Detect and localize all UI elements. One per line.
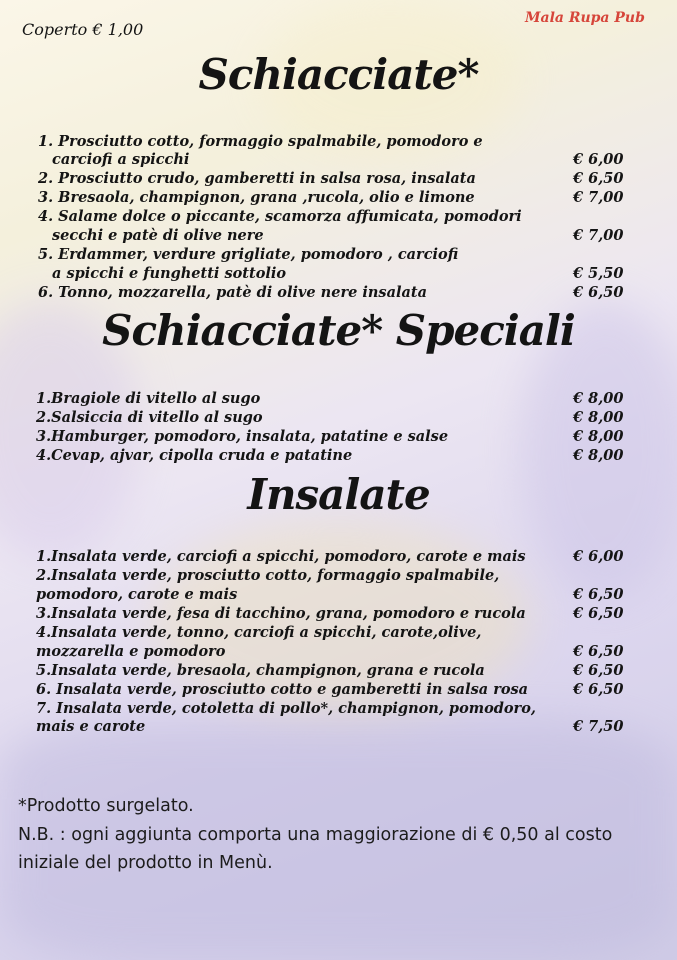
section-title-schiacciate: Schiacciate* xyxy=(198,50,479,99)
menu-item-price: € 6,00 xyxy=(573,151,624,168)
frozen-product-note: *Prodotto surgelato. xyxy=(18,796,194,816)
menu-line xyxy=(0,409,677,429)
section-title-insalate: Insalate xyxy=(247,470,430,519)
menu-item-price: € 6,50 xyxy=(573,605,624,622)
menu-line xyxy=(0,246,677,266)
menu-line xyxy=(0,189,677,209)
menu-item-price: € 6,50 xyxy=(573,662,624,679)
menu-item-price: € 6,50 xyxy=(573,284,624,301)
menu-line xyxy=(0,208,677,228)
menu-line xyxy=(0,151,677,171)
menu-line xyxy=(0,605,677,625)
section-title-schiacciate-speciali: Schiacciate* Speciali xyxy=(102,306,575,355)
menu-item-text: 5.Insalata verde, bresaola, champignon, grana e rucola xyxy=(36,662,485,679)
menu-item-price: € 8,00 xyxy=(573,447,624,464)
menu-line xyxy=(0,700,677,720)
menu-line xyxy=(0,718,677,738)
menu-item-text: 1.Insalata verde, carciofi a spicchi, pomodoro, carote e mais xyxy=(36,548,526,565)
menu-line xyxy=(0,265,677,285)
menu-item-text: 4. Salame dolce o piccante, scamorza affumicata, pomodori xyxy=(38,208,522,225)
menu-item-text: 6. Insalata verde, prosciutto cotto e gamberetti in salsa rosa xyxy=(36,681,529,698)
menu-item-text: 1. Prosciutto cotto, formaggio spalmabile, pomodoro e xyxy=(38,133,483,150)
menu-line xyxy=(0,447,677,467)
menu-item-text: a spicchi e funghetti sottolio xyxy=(52,265,287,282)
menu-item-price: € 7,00 xyxy=(573,227,624,244)
menu-item-text: carciofi a spicchi xyxy=(52,151,190,168)
menu-item-text: secchi e patè di olive nere xyxy=(52,227,264,244)
menu-item-text: 2. Prosciutto crudo, gamberetti in salsa rosa, insalata xyxy=(38,170,476,187)
menu-line xyxy=(0,586,677,606)
menu-line xyxy=(0,643,677,663)
menu-item-price: € 8,00 xyxy=(573,390,624,407)
menu-item-text: 1.Bragiole di vitello al sugo xyxy=(36,390,261,407)
nb-note-line-1: N.B. : ogni aggiunta comporta una maggiorazione di € 0,50 al costo xyxy=(18,825,613,845)
menu-item-text: 5. Erdammer, verdure grigliate, pomodoro , carciofi xyxy=(38,246,459,263)
menu-line xyxy=(0,227,677,247)
menu-line xyxy=(0,284,677,304)
menu-item-price: € 6,00 xyxy=(573,548,624,565)
menu-item-price: € 6,50 xyxy=(573,681,624,698)
menu-item-text: 4.Cevap, ajvar, cipolla cruda e patatine xyxy=(36,447,353,464)
menu-line xyxy=(0,567,677,587)
menu-item-price: € 6,50 xyxy=(573,170,624,187)
menu-item-text: 6. Tonno, mozzarella, patè di olive nere insalata xyxy=(38,284,427,301)
menu-line xyxy=(0,133,677,153)
menu-item-price: € 6,50 xyxy=(573,586,624,603)
menu-item-text: 3. Bresaola, champignon, grana ,rucola, olio e limone xyxy=(38,189,475,206)
menu-line xyxy=(0,548,677,568)
menu-item-text: mozzarella e pomodoro xyxy=(36,643,226,660)
menu-line xyxy=(0,170,677,190)
menu-item-text: 2.Insalata verde, prosciutto cotto, formaggio spalmabile, xyxy=(36,567,500,584)
menu-item-text: 2.Salsiccia di vitello al sugo xyxy=(36,409,263,426)
brand-name: Mala Rupa Pub xyxy=(525,10,645,26)
menu-item-price: € 7,50 xyxy=(573,718,624,735)
menu-item-text: 4.Insalata verde, tonno, carciofi a spicchi, carote,olive, xyxy=(36,624,482,641)
nb-note-line-2: iniziale del prodotto in Menù. xyxy=(18,853,273,873)
menu-item-price: € 8,00 xyxy=(573,428,624,445)
menu-line xyxy=(0,681,677,701)
menu-item-price: € 7,00 xyxy=(573,189,624,206)
menu-line xyxy=(0,624,677,644)
menu-item-text: pomodoro, carote e mais xyxy=(36,586,238,603)
menu-item-price: € 8,00 xyxy=(573,409,624,426)
menu-item-text: mais e carote xyxy=(36,718,146,735)
cover-charge: Coperto € 1,00 xyxy=(22,20,144,39)
menu-item-text: 7. Insalata verde, cotoletta di pollo*, champignon, pomodoro, xyxy=(36,700,536,717)
menu-line xyxy=(0,428,677,448)
menu-item-price: € 6,50 xyxy=(573,643,624,660)
menu-line xyxy=(0,662,677,682)
menu-item-text: 3.Insalata verde, fesa di tacchino, grana, pomodoro e rucola xyxy=(36,605,526,622)
menu-line xyxy=(0,390,677,410)
menu-item-text: 3.Hamburger, pomodoro, insalata, patatine e salse xyxy=(36,428,449,445)
menu-item-price: € 5,50 xyxy=(573,265,624,282)
